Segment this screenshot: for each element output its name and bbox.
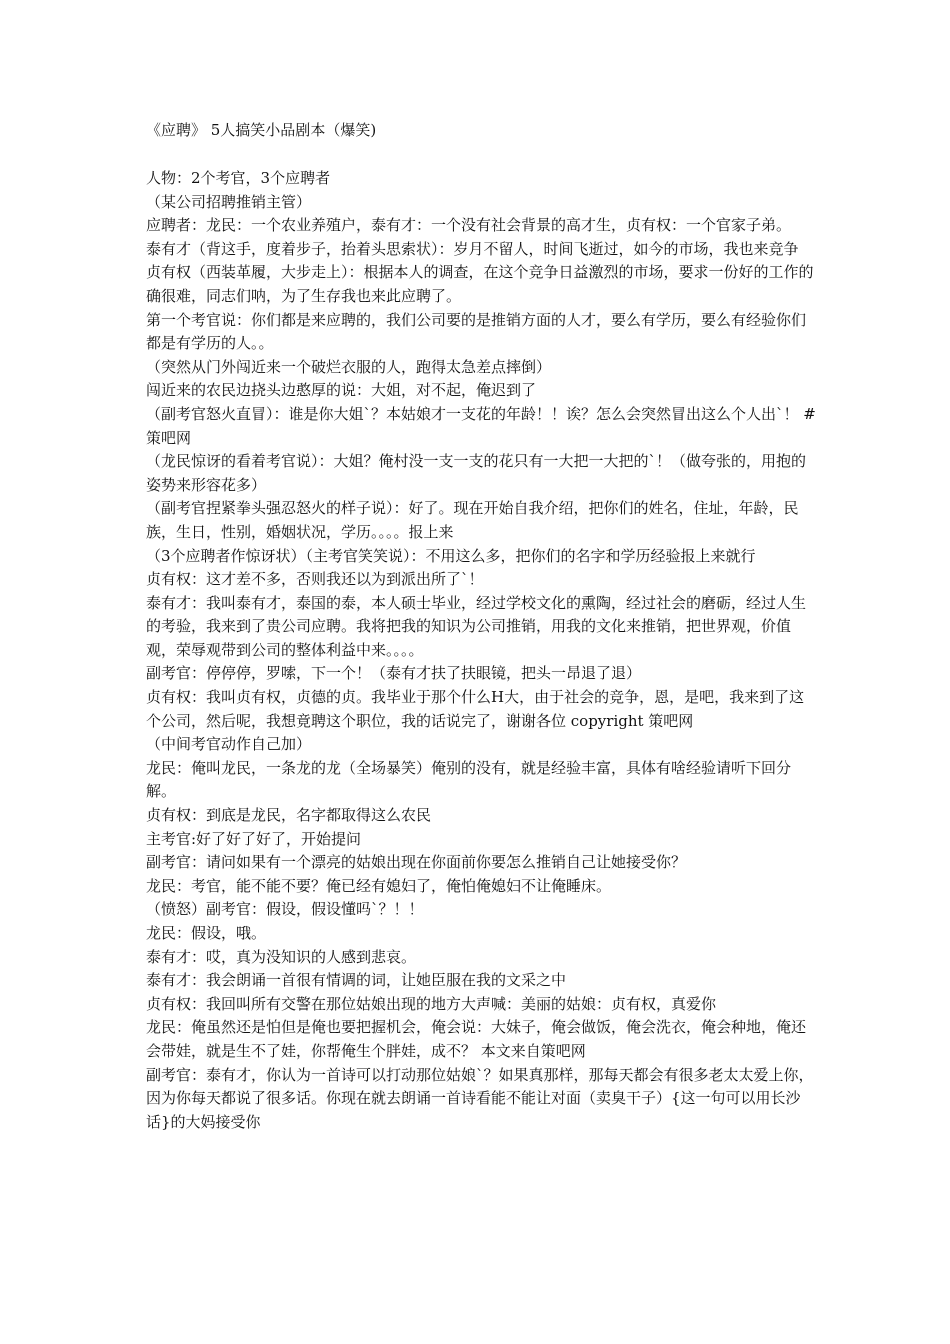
paragraph: （突然从门外闯近来一个破烂衣服的人，跑得太急差点摔倒） xyxy=(146,357,552,376)
paragraph: （龙民惊讶的看着考官说）：大姐？俺村没一支一支的花只有一大把一大把的`！（做夸张的，用抱的姿势来形容花多） xyxy=(146,452,807,494)
paragraph: 泰有才：我叫泰有才，泰国的泰，本人硕士毕业，经过学校文化的熏陶，经过社会的磨砺，经过人生的考验，我来到了贵公司应聘。我将把我的知识为公司推销，用我的文化来推销，把世界观，价值观，荣辱观带到公司的整体利益中来。。。。 xyxy=(146,593,807,659)
paragraph: （愤怒）副考官：假设，假设懂吗`？！！ xyxy=(146,900,424,919)
paragraph: （某公司招聘推销主管） xyxy=(146,192,312,211)
paragraph: 第一个考官说：你们都是来应聘的，我们公司要的是推销方面的人才，要么有学历，要么有经验你们都是有学历的人。。 xyxy=(146,310,807,353)
paragraph: （中间考官动作自己加） xyxy=(146,735,312,754)
paragraph: 贞有权（西装革履，大步走上）：根据本人的调查，在这个竞争日益激烈的市场，要求一份好的工作的确很难，同志们呐，为了生存我也来此应聘了。 xyxy=(146,263,814,305)
paragraph: 副考官：泰有才，你认为一首诗可以打动那位姑娘`？如果真那样，那每天都会有很多老太太爱上你，因为你每天都说了很多话。你现在就去朗诵一首诗看能不能让对面（卖臭干子）{这一句可以用长沙话}的大妈接受你 xyxy=(146,1065,814,1131)
paragraph: 泰有才（背这手，度着步子，抬着头思索状）：岁月不留人，时间飞逝过，如今的市场，我也来竞争 xyxy=(146,239,799,258)
paragraph: 龙民：俺虽然还是怕但是俺也要把握机会，俺会说：大妹子，俺会做饭，俺会洗衣，俺会种地，俺还会带娃，就是生不了娃，你帮俺生个胖娃，成不？ 本文来自策吧网 xyxy=(146,1018,807,1060)
paragraph: 龙民：俺叫龙民，一条龙的龙（全场暴笑）俺别的没有，就是经验丰富，具体有啥经验请听下回分解。 xyxy=(146,758,792,801)
paragraph: 龙民：假设，哦。 xyxy=(146,924,267,942)
paragraph: （副考官怒火直冒）：谁是你大姐`？本姑娘才一支花的年龄！！诶？怎么会突然冒出这么个人出`！ #策吧网 xyxy=(146,404,816,447)
paragraph: 闯近来的农民边挠头边憨厚的说：大姐，对不起，俺迟到了 xyxy=(146,381,537,400)
paragraph: 副考官：请问如果有一个漂亮的姑娘出现在你面前你要怎么推销自己让她接受你？ xyxy=(146,853,687,872)
document-body xyxy=(146,119,816,1134)
paragraph: 贞有权：到底是龙民，名字都取得这么农民 xyxy=(146,806,432,825)
paragraph: 人物：2个考官，3个应聘者 xyxy=(146,169,331,187)
document-title: 《应聘》 5人搞笑小品剧本（爆笑) xyxy=(146,121,377,139)
paragraph: 副考官：停停停，罗嗦，下一个！（泰有才扶了扶眼镜，把头一昂退了退） xyxy=(146,664,642,683)
blank-line xyxy=(146,143,816,167)
paragraph: 泰有才：我会朗诵一首很有情调的词，让她臣服在我的文采之中 xyxy=(146,971,567,990)
paragraph: 贞有权：我回叫所有交警在那位姑娘出现的地方大声喊：美丽的姑娘：贞有权，真爱你 xyxy=(146,994,717,1013)
paragraph: 贞有权：这才差不多，否则我还以为到派出所了`！ xyxy=(146,570,484,589)
paragraph: 主考官:好了好了好了，开始提问 xyxy=(146,829,362,848)
paragraph: 应聘者：龙民：一个农业养殖户，泰有才：一个没有社会背景的高才生，贞有权：一个官家子弟。 xyxy=(146,216,792,235)
paragraph: 贞有权：我叫贞有权，贞德的贞。我毕业于那个什么H大，由于社会的竞争，恩，是吧，我来到了这个公司，然后呢，我想竟聘这个职位，我的话说完了，谢谢各位 copyright 策吧网 xyxy=(146,688,805,730)
paragraph: （3个应聘者作惊讶状）（主考官笑笑说）：不用这么多，把你们的名字和学历经验报上来就行 xyxy=(146,546,756,565)
paragraph-list xyxy=(146,167,816,1134)
paragraph: 泰有才：哎，真为没知识的人感到悲哀。 xyxy=(146,947,417,966)
paragraph: （副考官捏紧拳头强忍怒火的样子说）：好了。现在开始自我介绍，把你们的姓名，住址，年龄，民族，生日，性别，婚姻状况，学历。。。。报上来 xyxy=(146,499,799,541)
paragraph: 龙民：考官，能不能不要？俺已经有媳妇了，俺怕俺媳妇不让俺睡床。 xyxy=(146,876,612,895)
